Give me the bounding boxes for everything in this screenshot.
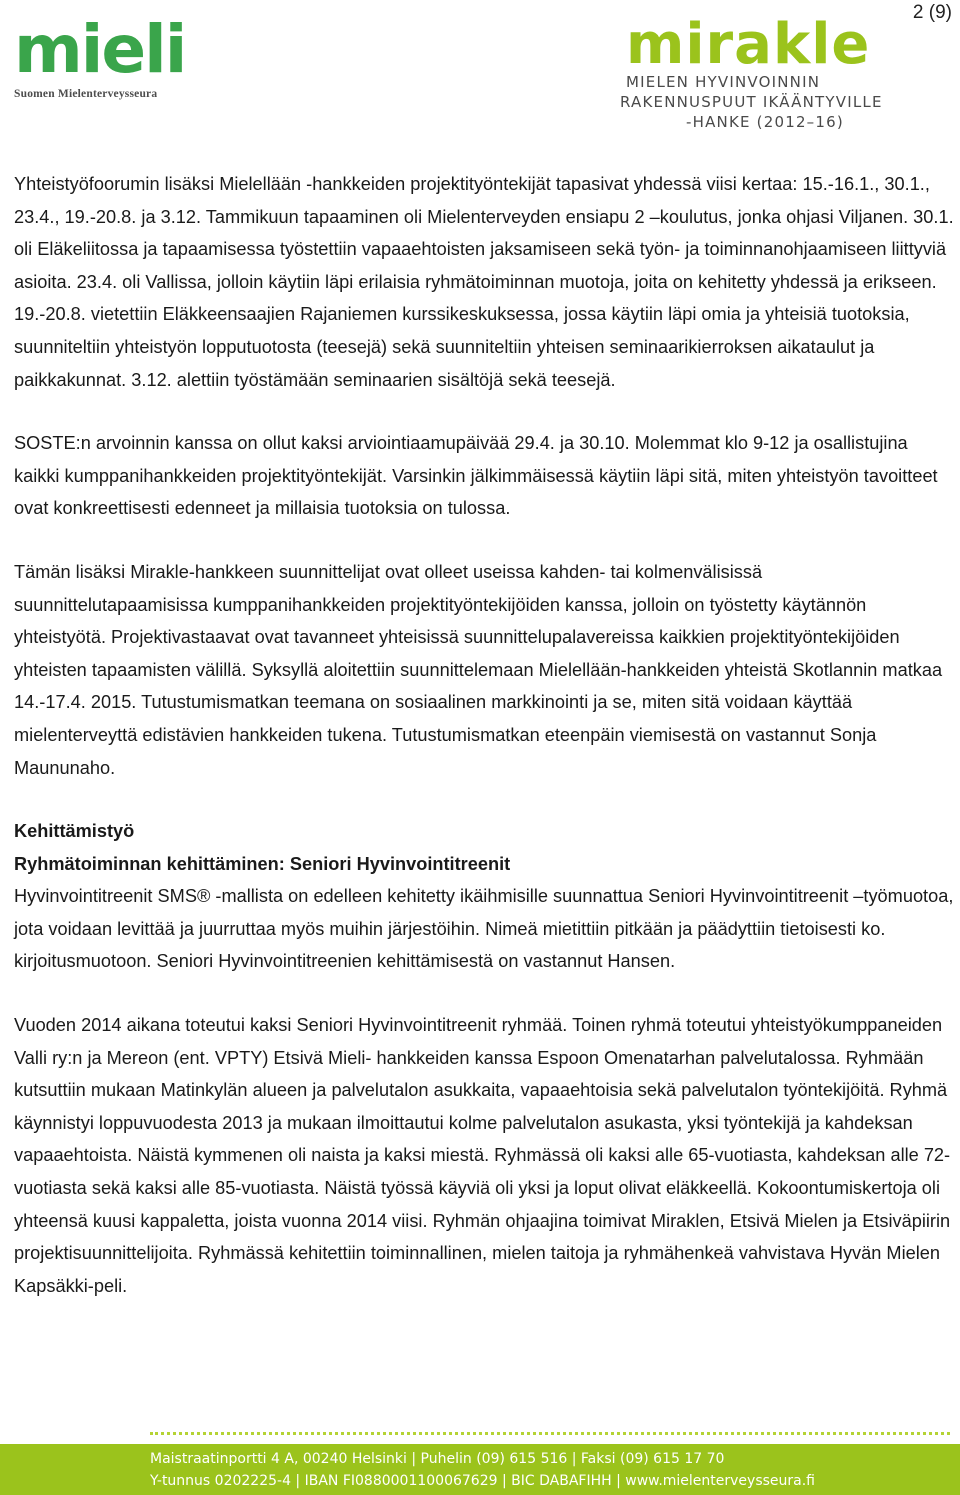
mieli-logo-wordmark: mieli: [14, 11, 186, 88]
document-body: [14, 168, 954, 1333]
mirakle-logo: [620, 12, 940, 138]
footer-company-line: Y-tunnus 0202225-4 | IBAN FI0880001100067629 | BIC DABAFIHH | www.mielenterveysseura.fi: [150, 1473, 815, 1489]
mieli-logo-subtitle: Suomen Mielenterveysseura: [14, 88, 158, 100]
footer-dotted-divider: [150, 1432, 950, 1435]
paragraph-sms-model: Hyvinvointitreenit SMS® -mallista on edelleen kehitetty ikäihmisille suunnattua Seniori Hyvinvointitreenit –työmuotoa, jota voidaan levittää ja juurruttaa myös muihin järjestöihin. Nimeä mietittiin pitkään ja päädyttiin tietoisesti ko. kirjoitusmuotoon. Seniori Hyvinvointitreenien kehittämisestä on vastannut Hansen.: [14, 886, 954, 972]
mirakle-logo-wordmark: mirakle: [626, 12, 871, 77]
mirakle-logo-line-3: -HANKE (2012–16): [686, 113, 844, 131]
section-heading: Kehittämistyö: [14, 821, 135, 842]
paragraph-mirakle-planning: Tämän lisäksi Mirakle-hankkeen suunnittelijat ovat olleet useissa kahden- tai kolmenvälisissä suunnittelutapaamisissa kumppanihankkeiden projektityöntekijöiden kanssa, jolloin on työstetty käytännön yhteistyötä. Projektivastaavat ovat tavanneet yhteisissä suunnittelupalavereissa kaikkien projektityöntekijöiden yhteisten tapaamisten välillä. Syksyllä aloitettiin suunnittelemaan Mielellään-hankkeiden yhteistä Skotlannin matkaa 14.-17.4. 2015. Tutustumismatkan teemana on sosiaalinen markkinointi ja se, miten sitä voidaan käyttää mielenterveyttä edistävien hankkeiden tukena. Tutustumismatkan eteenpäin viemisestä on vastannut Sonja Maununaho.: [14, 561, 943, 778]
subsection-heading: Ryhmätoiminnan kehittäminen: Seniori Hyvinvointitreenit: [14, 853, 511, 874]
mirakle-logo-line-2: RAKENNUSPUUT IKÄÄNTYVILLE: [620, 93, 883, 111]
section-development: [14, 815, 954, 978]
mirakle-logo-line-1: MIELEN HYVINVOINNIN: [626, 73, 821, 91]
paragraph-soste-evaluation: SOSTE:n arvoinnin kanssa on ollut kaksi arviointiaamupäivää 29.4. ja 30.10. Molemmat klo 9-12 ja osallistujina kaikki kumppanihankkeiden projektityöntekijät. Varsinkin jälkimmäisessä käytiin läpi sitä, miten yhteistyön tavoitteet ovat konkreettisesti edenneet ja millaisia tuotoksia on tulossa.: [14, 433, 938, 519]
page-number: 2 (9): [912, 2, 952, 23]
mieli-logo: [14, 11, 194, 100]
paragraph-forum-meetings: Yhteistyöfoorumin lisäksi Mielellään -hankkeiden projektityöntekijät tapasivat yhdessä viisi kertaa: 15.-16.1., 30.1., 23.4., 19.-20.8. ja 3.12. Tammikuun tapaaminen oli Mielenterveyden ensiapu 2 –koulutus, jonka ohjasi Viljanen. 30.1. oli Eläkeliitossa ja tapaamisessa työstettiin vapaaehtoisten jaksamiseen sekä työn- ja toiminnanohjaamiseen liittyviä asioita. 23.4. oli Vallissa, jolloin käytiin läpi erilaisia ryhmätoiminnan muotoja, joita on kehitetty yhdessä ja erikseen. 19.-20.8. vietettiin Eläkkeensaajien Rajaniemen kurssikeskuksessa, jossa käytiin läpi omia ja yhteisiä tuotoksia, suunniteltiin yhteistyön lopputuotosta (teesejä) sekä suunniteltiin yhteisen seminaarikierroksen aikataulut ja paikkakunnat. 3.12. alettiin työstämään seminaarien sisältöjä sekä teesejä.: [14, 174, 954, 390]
paragraph-groups-2014: Vuoden 2014 aikana toteutui kaksi Seniori Hyvinvointitreenit ryhmää. Toinen ryhmä toteutui yhteistyökumppaneiden Valli ry:n ja Mereon (ent. VPTY) Etsivä Mieli- hankkeiden kanssa Espoon Omenatarhan palvelutalossa. Ryhmään kutsuttiin mukaan Matinkylän alueen ja palvelutalon asukkaita, vapaaehtoisia sekä palvelutalon työntekijöitä. Ryhmä käynnistyi loppuvuodesta 2013 ja mukaan ilmoittautui kolme palvelutalon asukasta, yksi työntekijä ja kahdeksan vapaaehtoista. Näistä kymmenen oli naista ja kaksi miestä. Ryhmässä oli kaksi alle 65-vuotiasta, kahdeksan alle 72-vuotiasta sekä kaksi alle 85-vuotiasta. Näistä työssä käyviä oli yksi ja loput olivat eläkkeellä. Kokoontumiskertoja oli yhteensä kuusi kappaletta, joista vuonna 2014 viisi. Ryhmän ohjaajina toimivat Miraklen, Etsivä Mielen ja Etsiväpiirin projektisuunnittelijoita. Ryhmässä kehitettiin toiminnallinen, mielen taitoja ja ryhmähenkeä vahvistava Hyvän Mielen Kapsäkki-peli.: [14, 1015, 951, 1296]
footer-contact-line: Maistraatinportti 4 A, 00240 Helsinki | Puhelin (09) 615 516 | Faksi (09) 615 17 70: [150, 1451, 725, 1467]
